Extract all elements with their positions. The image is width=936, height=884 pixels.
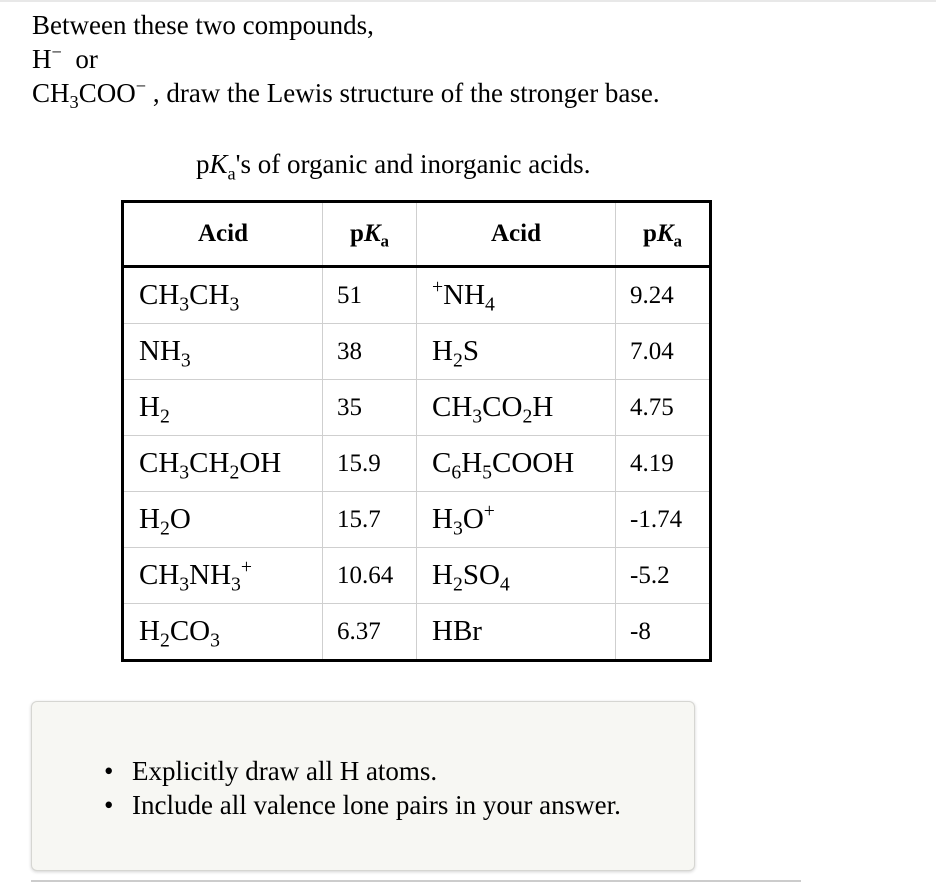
formula-part: + (240, 556, 253, 579)
or-connector: or (75, 44, 98, 74)
header-pka-1 (323, 202, 417, 267)
acid-formula-cell (123, 436, 323, 492)
acetate-charge: − (135, 75, 147, 96)
hint-text: Include all valence lone pairs in your answer. (132, 790, 621, 820)
table-header-row (123, 202, 711, 267)
caption-k: K (209, 149, 228, 179)
acid-formula-cell (417, 380, 616, 436)
table-row (123, 548, 711, 604)
pka-value-cell: 15.7 (323, 492, 417, 548)
formula-part: H (532, 391, 554, 423)
hydride-charge: − (51, 41, 62, 62)
acid-formula-cell (123, 604, 323, 661)
acid-formula-cell (123, 492, 323, 548)
pka-value-cell: 15.9 (323, 436, 417, 492)
table-body (123, 267, 711, 661)
table-row (123, 604, 711, 661)
question-instruction: , draw the Lewis structure of the stronger base. (152, 78, 660, 108)
header-pka-k: K (656, 220, 674, 247)
pka-value-cell: 7.04 (616, 324, 711, 380)
formula-part: 5 (482, 461, 493, 484)
formula-part: 3 (229, 293, 240, 316)
formula-part: O (462, 503, 484, 535)
pka-value-cell: 4.19 (616, 436, 711, 492)
pka-table (121, 200, 712, 662)
hint-text: Explicitly draw all H atoms. (132, 756, 438, 786)
caption-p: p (196, 149, 210, 179)
formula-part: 3 (179, 293, 190, 316)
top-divider (0, 0, 936, 2)
formula-part: H (139, 391, 160, 423)
hydride-symbol: H (32, 44, 52, 74)
formula-part: 3 (231, 573, 241, 596)
hint-item (104, 788, 621, 822)
bullet-icon: • (104, 756, 114, 786)
formula-part: 4 (485, 293, 495, 316)
bottom-divider (31, 880, 801, 882)
formula-part: CH (139, 279, 180, 311)
formula-part: 4 (499, 573, 510, 596)
formula-part: CH (189, 279, 230, 311)
formula-part: HBr (432, 615, 482, 647)
acid-formula-cell (123, 267, 323, 324)
formula-part: CO (482, 391, 523, 423)
formula-part: NH (139, 335, 181, 367)
formula-part: 2 (229, 461, 240, 484)
pka-value-cell: 9.24 (616, 267, 711, 324)
formula-part: 3 (179, 573, 190, 596)
formula-part: CH (432, 391, 473, 423)
formula-part: 3 (179, 461, 190, 484)
acid-formula-cell (417, 548, 616, 604)
formula-part: 2 (522, 405, 533, 428)
pka-value-cell: 10.64 (323, 548, 417, 604)
pka-value-cell: 6.37 (323, 604, 417, 661)
formula-part: 3 (210, 629, 220, 652)
formula-part: SO (462, 559, 500, 591)
header-pka-2 (616, 202, 711, 267)
acid-formula-cell (417, 436, 616, 492)
table-caption (196, 147, 590, 190)
formula-part: H (461, 447, 483, 479)
formula-part: CO (169, 615, 211, 647)
pka-value-cell: -1.74 (616, 492, 711, 548)
formula-part: 2 (452, 573, 463, 596)
pka-value-cell: 51 (323, 267, 417, 324)
acid-formula-cell (123, 380, 323, 436)
pka-value-cell: -8 (616, 604, 711, 661)
acid-formula-cell (123, 548, 323, 604)
formula-part: C (432, 447, 452, 479)
formula-part: CH (139, 447, 180, 479)
table-row (123, 267, 711, 324)
formula-part: 3 (452, 517, 463, 540)
formula-part: + (483, 500, 495, 523)
acetate-subscript: 3 (69, 91, 79, 112)
formula-part: 3 (472, 405, 483, 428)
formula-part: 6 (451, 461, 462, 484)
formula-part: H (432, 503, 453, 535)
formula-part: 2 (159, 517, 170, 540)
formula-part: NH (443, 279, 486, 311)
acid-formula-cell (417, 324, 616, 380)
table-row (123, 324, 711, 380)
formula-part: OH (239, 447, 282, 479)
formula-part: NH (189, 559, 232, 591)
acid-formula-cell (123, 324, 323, 380)
formula-part: + (432, 276, 444, 299)
header-pka-k: K (363, 220, 381, 247)
header-pka-p: p (349, 220, 364, 247)
formula-part: H (139, 503, 160, 535)
caption-sub: a (227, 163, 236, 184)
hint-list (104, 754, 621, 822)
pka-value-cell: 4.75 (616, 380, 711, 436)
hint-item (104, 754, 621, 788)
formula-part: CH (139, 559, 180, 591)
header-pka-p: p (642, 220, 657, 247)
question-intro: Between these two compounds, (32, 10, 374, 40)
formula-part: O (169, 503, 191, 535)
acid-formula-cell (417, 267, 616, 324)
caption-rest: 's of organic and inorganic acids. (235, 149, 591, 179)
formula-part: H (432, 335, 453, 367)
formula-part: H (139, 615, 160, 647)
header-pka-sub: a (380, 231, 390, 251)
formula-part: COOH (492, 447, 575, 479)
compound-hydride (32, 42, 660, 76)
formula-part: S (462, 335, 479, 367)
formula-part: H (432, 559, 453, 591)
bullet-icon: • (104, 790, 114, 820)
formula-part: 2 (159, 405, 170, 428)
compound-acetate (32, 76, 660, 110)
formula-part: 3 (180, 349, 191, 372)
table-row (123, 436, 711, 492)
question-text (32, 8, 660, 110)
header-pka-sub: a (673, 231, 683, 251)
pka-value-cell: -5.2 (616, 548, 711, 604)
formula-part: 2 (159, 629, 170, 652)
hint-box (31, 701, 695, 871)
acetate-part: CH (32, 78, 70, 108)
pka-value-cell: 38 (323, 324, 417, 380)
acid-formula-cell (417, 492, 616, 548)
table-row (123, 492, 711, 548)
pka-value-cell: 35 (323, 380, 417, 436)
header-acid-2: Acid (417, 202, 616, 267)
table-row (123, 380, 711, 436)
formula-part: CH (189, 447, 230, 479)
header-acid-1: Acid (123, 202, 323, 267)
acetate-part: COO (78, 78, 136, 108)
acid-formula-cell (417, 604, 616, 661)
formula-part: 2 (452, 349, 463, 372)
